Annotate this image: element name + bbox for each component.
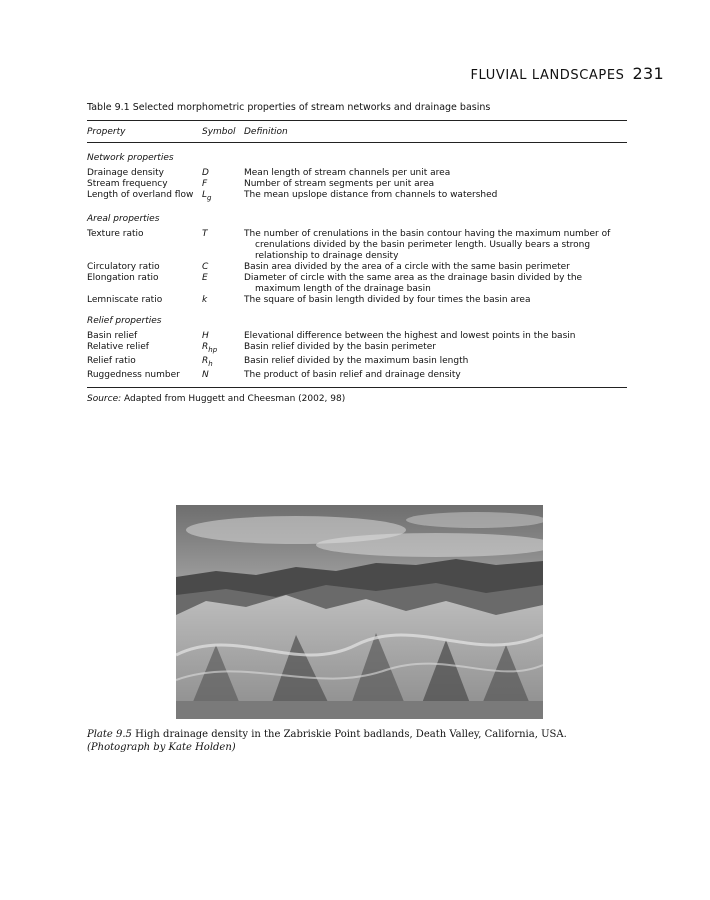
table-row — [87, 273, 627, 295]
section-title: Areal properties — [87, 214, 160, 224]
row-property: Relief ratio — [87, 356, 136, 366]
row-symbol-main: L — [202, 190, 208, 200]
row-symbol-subscript: hp — [208, 346, 218, 354]
row-symbol — [202, 190, 244, 204]
row-property: Drainage density — [87, 168, 164, 178]
row-property: Lemniscate ratio — [87, 295, 163, 305]
row-symbol-main: D — [202, 168, 209, 178]
table-row — [87, 190, 627, 204]
row-symbol-main: T — [202, 229, 208, 239]
row-property: Stream frequency — [87, 179, 168, 189]
section-title: Network properties — [87, 153, 174, 163]
row-symbol — [202, 356, 244, 370]
source-label: Source: — [87, 394, 122, 404]
table-header-row — [87, 121, 627, 142]
row-symbol-main: H — [202, 331, 209, 341]
row-definition: Diameter of circle with the same area as the drainage basin divided by the maximum length of the drainage basin — [244, 273, 583, 294]
row-definition: Basin relief divided by the basin perimeter — [244, 342, 436, 352]
row-definition: Basin area divided by the area of a circle with the same basin perimeter — [244, 262, 570, 272]
row-property: Circulatory ratio — [87, 262, 160, 272]
row-property: Length of overland flow — [87, 190, 194, 200]
row-property: Ruggedness number — [87, 370, 180, 380]
header-property: Property — [87, 127, 126, 137]
table-row — [87, 331, 627, 342]
row-definition: Number of stream segments per unit area — [244, 179, 435, 189]
plate-caption — [87, 728, 647, 754]
row-symbol-main: R — [202, 356, 209, 366]
row-definition: Elevational difference between the highest and lowest points in the basin — [244, 331, 576, 341]
row-property: Texture ratio — [87, 229, 144, 239]
table-row — [87, 342, 627, 356]
table-row — [87, 295, 627, 306]
header-symbol: Symbol — [202, 127, 236, 137]
row-symbol — [202, 168, 244, 179]
table-row — [87, 229, 627, 262]
row-property: Relative relief — [87, 342, 149, 352]
row-symbol — [202, 262, 244, 273]
row-definition: Basin relief divided by the maximum basin length — [244, 356, 469, 366]
table-row — [87, 370, 627, 381]
table-bottom-rule — [87, 387, 627, 388]
table-row — [87, 168, 627, 179]
table-row — [87, 262, 627, 273]
source-text: Adapted from Huggett and Cheesman (2002, 98) — [121, 394, 346, 404]
row-symbol — [202, 179, 244, 190]
row-definition: Mean length of stream channels per unit area — [244, 168, 451, 178]
row-symbol — [202, 295, 244, 306]
row-property: Basin relief — [87, 331, 138, 341]
row-symbol-main: k — [202, 295, 208, 305]
section-title: Relief properties — [87, 316, 162, 326]
row-symbol-main: E — [202, 273, 208, 283]
running-head-title: FLUVIAL LANDSCAPES — [470, 68, 625, 83]
row-symbol — [202, 273, 244, 295]
table-source — [87, 394, 627, 404]
table-caption: Table 9.1 Selected morphometric properties of stream networks and drainage basins — [87, 102, 491, 113]
row-symbol-main: R — [202, 342, 209, 352]
row-symbol — [202, 342, 244, 356]
row-definition: The mean upslope distance from channels to watershed — [244, 190, 498, 200]
row-definition: The product of basin relief and drainage density — [244, 370, 461, 380]
header-definition: Definition — [244, 127, 288, 137]
plate-caption-text: High drainage density in the Zabriskie Point badlands, Death Valley, California, USA. — [131, 729, 567, 740]
row-symbol-main: F — [202, 179, 208, 189]
row-symbol-subscript: h — [208, 360, 213, 368]
badlands-photo — [176, 505, 543, 719]
table-body — [87, 143, 627, 387]
row-symbol-main: C — [202, 262, 209, 272]
row-symbol-main: N — [202, 370, 209, 380]
table-row — [87, 179, 627, 190]
row-symbol — [202, 229, 244, 262]
row-symbol — [202, 370, 244, 381]
row-property: Elongation ratio — [87, 273, 159, 283]
running-head — [470, 64, 664, 83]
row-definition: The number of crenulations in the basin contour having the maximum number of crenulations divided by the basin perimeter length. Usually bears a strong relationship to drainage density — [244, 229, 611, 261]
photo-credit: (Photograph by Kate Holden) — [87, 742, 236, 753]
page-number: 231 — [632, 64, 664, 83]
row-symbol-subscript: g — [207, 194, 212, 202]
plate-label: Plate 9.5 — [87, 729, 132, 740]
table-row — [87, 356, 627, 370]
morphometric-table — [87, 102, 627, 404]
row-symbol — [202, 331, 244, 342]
row-definition: The square of basin length divided by four times the basin area — [244, 295, 531, 305]
